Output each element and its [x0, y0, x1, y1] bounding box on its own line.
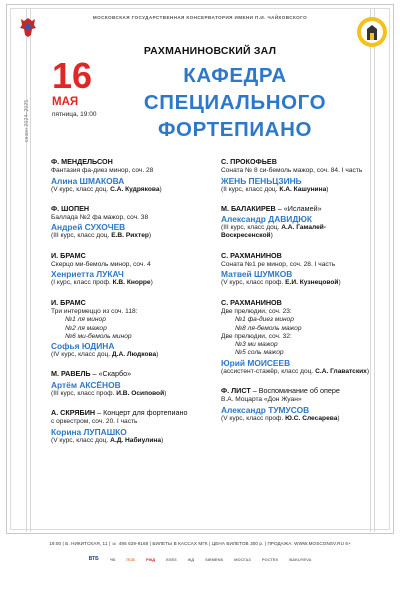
performer: Софья ЮДИНА	[51, 341, 115, 352]
performer: Алина ШМАКОВА	[51, 175, 125, 186]
program-item	[51, 409, 201, 445]
performer-info: (IV курс, класс доц. Д.А. Людкова)	[51, 351, 159, 359]
work: Три интермеццо из соч. 118:	[51, 307, 138, 315]
program-item	[221, 387, 371, 423]
footer-info: 19:00 | Б. НИКИТСКАЯ, 11 | ☏ 495 629-9168 | БИЛЕТЫ В КАССАХ МГК | ЦЕНА БИЛЕТОВ 300 р. | ПРОДАЖА: WWW.MOSCONSV.RU 6+	[49, 541, 351, 546]
work: Скерцо ми-бемоль минор, соч. 4	[51, 261, 151, 269]
performer: Андрей СУХОЧЕВ	[51, 222, 126, 233]
performer: Александр ДАВИДЮК	[221, 214, 313, 225]
performer-info: (V курс, класс доц. С.А. Кудрякова)	[51, 185, 162, 193]
sponsor-logo: ЖД	[187, 556, 195, 562]
composer: Ф. ШОПЕН	[51, 203, 90, 213]
composer: Ф. МЕНДЕЛЬСОН	[51, 157, 113, 166]
performer: Матвей ШУМКОВ	[221, 269, 293, 280]
sponsor-logos	[50, 553, 350, 565]
performer-info: (III курс, класс доц. А.А. Гамалей-Воскресенской)	[221, 224, 327, 240]
work: Фантазия фа-диез минор, соч. 28	[51, 167, 154, 175]
concert-title	[110, 62, 360, 143]
performer-info: (ассистент-стажёр, класс доц. С.А. Главатских)	[221, 367, 370, 375]
frame-line-left-2	[30, 8, 31, 532]
russian-coat-of-arms-icon	[18, 16, 38, 38]
composer: И. БРАМС	[51, 250, 86, 260]
title-line: КАФЕДРА	[183, 64, 287, 87]
composer: С. ПРОКОФЬЕВ	[221, 157, 277, 166]
season-label: сезон 2024–2025	[24, 99, 30, 142]
event-month: МАЯ	[52, 96, 79, 108]
work: Соната №1 ре минор, соч. 28. I часть	[221, 261, 336, 269]
composer: С. РАХМАНИНОВ	[221, 297, 282, 307]
program-item	[221, 158, 371, 194]
work: Баллада №2 фа мажор, соч. 38	[51, 214, 149, 222]
program-item	[51, 205, 201, 241]
work-part: №1 фа-диез минор	[235, 316, 294, 324]
performer: Хенриетта ЛУКАЧ	[51, 269, 124, 280]
composer: А. СКРЯБИН – Концерт для фортепиано	[51, 408, 188, 418]
performer-info: (V курс, класс доц. А.Д. Набиулина)	[51, 436, 164, 444]
frame-line-left	[26, 8, 27, 532]
work: с оркестром, соч. 20. I часть	[51, 418, 138, 426]
performer-info: (V курс, класс проф. Ю.С. Слесарева)	[221, 414, 340, 422]
performer-info: (I курс, класс проф. К.В. Кнорре)	[51, 279, 153, 287]
work-part: №5 соль мажор	[235, 349, 284, 357]
program-item	[221, 252, 371, 288]
performer: Юрий МОИСЕЕВ	[221, 357, 291, 368]
performer-info: (V курс, класс проф. Е.И. Кузнецовой)	[221, 279, 341, 287]
sponsor-logo: РЖД	[146, 556, 156, 562]
work-part: №6 ми-бемоль минор	[65, 332, 132, 340]
sponsor-logo: ЧБ	[109, 556, 116, 562]
sponsor-logo: ВТБ	[88, 556, 99, 562]
composer: М. РАВЕЛЬ – «Скарбо»	[51, 369, 132, 379]
performer: Артём АКСЁНОВ	[51, 379, 121, 390]
institution-name: МОСКОВСКАЯ ГОСУДАРСТВЕННАЯ КОНСЕРВАТОРИЯ ИМЕНИ П.И. ЧАЙКОВСКОГО	[92, 15, 308, 20]
program-item	[51, 252, 201, 288]
composer: И. БРАМС	[51, 297, 86, 307]
program-item	[221, 299, 371, 376]
title-line: СПЕЦИАЛЬНОГО	[143, 91, 327, 114]
conservatory-emblem-icon	[356, 16, 388, 48]
work: В.А. Моцарта «Дон Жуан»	[221, 396, 302, 404]
performer: Александр ТУМУСОВ	[221, 404, 310, 415]
performer-info: (II курс, класс доц. К.А. Кашунина)	[221, 185, 329, 193]
sponsor-logo: РОСТЕХ	[261, 556, 279, 562]
work: Соната № 8 си-бемоль мажор, соч. 84. I часть	[221, 167, 363, 175]
sponsor-logo: МОСГАЗ	[234, 556, 251, 562]
event-weekday-time: пятница, 19:00	[52, 111, 97, 118]
performer-info: (III курс, класс доц. Е.В. Рихтер)	[51, 232, 152, 240]
sponsor-logo: ПСБ	[126, 556, 136, 562]
hall-name: РАХМАНИНОВСКИЙ ЗАЛ	[143, 45, 277, 57]
work-part: №3 ми мажор	[235, 341, 278, 349]
composer: С. РАХМАНИНОВ	[221, 250, 282, 260]
frame-line-right-2	[374, 8, 375, 532]
performer: ЖЕНЬ ПЕНЬЦЗИНЬ	[221, 175, 302, 186]
performer-info: (III курс, класс проф. И.В. Осиповой)	[51, 389, 167, 397]
sponsor-logo: BAKUYEVA	[289, 556, 312, 562]
program-left-column	[51, 158, 201, 456]
event-day: 16	[52, 55, 93, 96]
composer: Ф. ЛИСТ – Воспоминание об опере	[221, 386, 340, 396]
sponsor-logo: SIEMENS	[205, 556, 224, 562]
work: Две прелюдии, соч. 23:	[221, 307, 292, 315]
work-part: №2 ля мажор	[65, 324, 107, 332]
performer: Корина ЛУПАШКО	[51, 426, 127, 437]
program-item	[51, 158, 201, 194]
program-item	[51, 370, 201, 398]
program-item	[51, 299, 201, 360]
program-item	[221, 205, 371, 241]
work-part: №8 ля-бемоль мажор	[235, 324, 302, 332]
program-right-column	[221, 158, 371, 434]
work-part: №1 ля минор	[65, 316, 106, 324]
work: Две прелюдии, соч. 32:	[221, 332, 292, 340]
composer: М. БАЛАКИРЕВ – «Исламей»	[221, 203, 322, 213]
title-line: ФОРТЕПИАНО	[157, 118, 313, 141]
sponsor-logo: ЕХЕЗ	[166, 556, 177, 562]
